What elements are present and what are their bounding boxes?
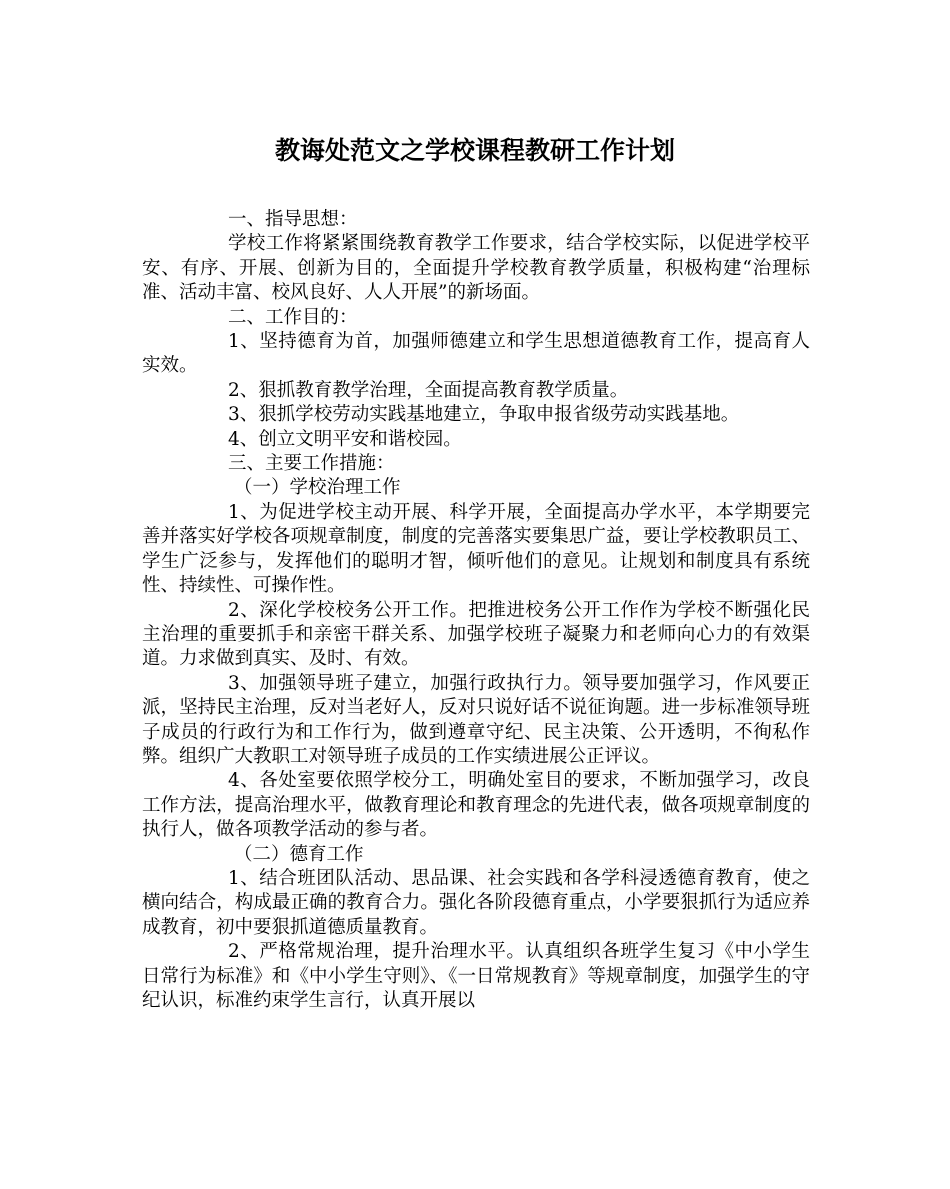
section-heading: 一、指导思想： [228, 209, 358, 230]
section-heading: 三、主要工作措施： [228, 453, 395, 475]
body-paragraph: 1、为促进学校主动开展、科学开展，全面提高办学水平，本学期要完善并落实好学校各项规章制度，制度的完善落实要集思广益，要让学校教职员工、学生广泛参与，发挥他们的聪明才智，倾听他们的意见。让规划和制度具有系统性、持续性、可操作性。 [142, 501, 810, 597]
body-paragraph: 1、结合班团队活动、思品课、社会实践和各学科浸透德育教育，使之横向结合，构成最正确的教育合力。强化各阶段德育重点，小学要狠抓行为适应养成教育，初中要狠抓道德质量教育。 [142, 867, 810, 938]
body-paragraph: 2、狠抓教育教学治理，全面提高教育教学质量。 [228, 379, 629, 401]
body-paragraph: 2、深化学校校务公开工作。把推进校务公开工作作为学校不断强化民主治理的重要抓手和亲密干群关系、加强学校班子凝聚力和老师向心力的有效渠道。力求做到真实、及时、有效。 [142, 599, 810, 670]
body-paragraph: 1、坚持德育为首，加强师德建立和学生思想道德教育工作，提高育人实效。 [142, 331, 810, 377]
document-title: 教诲处范文之学校课程教研工作计划 [274, 136, 675, 165]
body-paragraph: 3、加强领导班子建立，加强行政执行力。领导要加强学习，作风要正派，坚持民主治理，反对当老好人，反对只说好话不说征询题。进一步标准领导班子成员的行政行为和工作行为，做到遵章守纪、民主决策、公开透明，不徇私作弊。组织广大教职工对领导班子成员的工作实绩进展公正评议。 [142, 672, 810, 767]
section-heading: 二、工作目的： [228, 306, 358, 328]
document-body [142, 208, 810, 1013]
body-paragraph: 4、各处室要依照学校分工，明确处室目的要求，不断加强学习，改良工作方法，提高治理水平，做教育理论和教育理念的先进代表，做各项规章制度的执行人，做各项教学活动的参与者。 [142, 770, 810, 841]
body-paragraph: 2、严格常规治理，提升治理水平。认真组织各班学生复习《中小学生日常行为标准》和《中小学生守则》、《一日常规教育》等规章制度，加强学生的守纪认识，标准约束学生言行，认真开展以 [142, 941, 810, 1011]
body-paragraph: 3、狠抓学校劳动实践基地建立，争取申报省级劳动实践基地。 [228, 404, 740, 426]
subsection-heading: （一）学校治理工作 [234, 477, 401, 499]
body-paragraph: 4、创立文明平安和谐校园。 [228, 428, 462, 450]
body-paragraph: 学校工作将紧紧围绕教育教学工作要求，结合学校实际，以促进学校平安、有序、开展、创新为目的，全面提升学校教育教学质量，积极构建“治理标准、活动丰富、校风良好、人人开展”的新场面。 [142, 233, 810, 304]
subsection-heading: （二）德育工作 [234, 843, 364, 865]
